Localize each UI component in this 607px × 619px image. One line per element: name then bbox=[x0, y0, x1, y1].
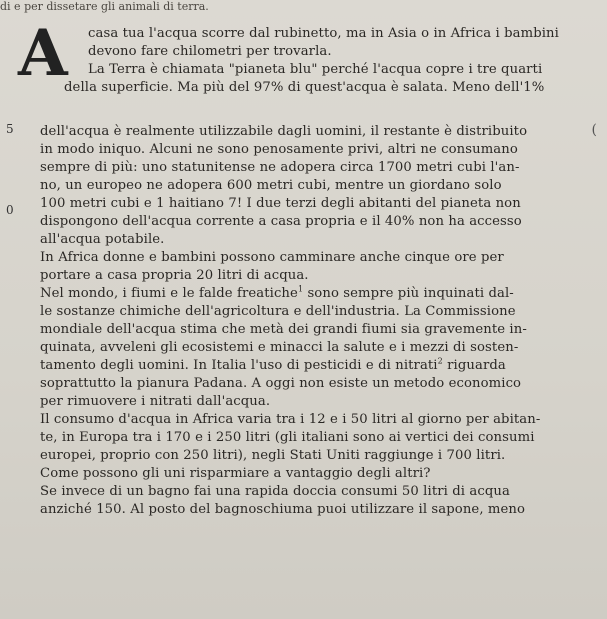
text-line: sempre di più: uno statunitense ne adopera circa 1700 metri cubi l'an- bbox=[40, 160, 520, 175]
text-line: devono fare chilometri per trovarla. bbox=[88, 44, 332, 59]
text-line: Come possono gli uni risparmiare a vantaggio degli altri? bbox=[40, 466, 431, 481]
text-line: Se invece di un bagno fai una rapida doccia consumi 50 litri di acqua bbox=[40, 484, 510, 499]
footnote-ref: 1 bbox=[297, 284, 304, 294]
text-line: anziché 150. Al posto del bagnoschiuma puoi utilizzare il sapone, meno bbox=[40, 502, 526, 517]
text-line: dell'acqua è realmente utilizzabile dagli uomini, il restante è distribuito bbox=[40, 124, 528, 139]
text-line: le sostanze chimiche dell'agricoltura e dell'industria. La Commissione bbox=[40, 304, 516, 319]
text-line: soprattutto la pianura Padana. A oggi non esiste un metodo economico bbox=[40, 376, 522, 391]
text-line bbox=[40, 286, 514, 302]
text-line: mondiale dell'acqua stima che metà dei grandi fiumi sia gravemente in- bbox=[40, 322, 527, 337]
drop-cap: A bbox=[18, 16, 68, 91]
text-line: te, in Europa tra i 170 e i 250 litri (gli italiani sono ai vertici dei consumi bbox=[40, 430, 535, 445]
text-line: dispongono dell'acqua corrente a casa propria e il 40% non ha accesso bbox=[40, 214, 522, 229]
text-line: 100 metri cubi e 1 haitiano 7! I due terzi degli abitanti del pianeta non bbox=[40, 196, 521, 211]
text-line: La Terra è chiamata "pianeta blu" perché l'acqua copre i tre quarti bbox=[88, 62, 543, 77]
text-fragment: tamento degli uomini. In Italia l'uso di pesticidi e di nitrati bbox=[40, 358, 438, 373]
text-fragment: sono sempre più inquinati dal- bbox=[307, 286, 514, 301]
text-line: in modo iniquo. Alcuni ne sono penosamente privi, altri ne consumano bbox=[40, 142, 518, 157]
text-fragment: riguarda bbox=[447, 358, 506, 373]
text-line: per rimuovere i nitrati dall'acqua. bbox=[40, 394, 271, 409]
footnote-ref: 2 bbox=[437, 356, 443, 366]
line-number-marker: 5 bbox=[6, 122, 14, 136]
page-edge-mark: ( bbox=[591, 122, 597, 138]
text-fragment: Nel mondo, i fiumi e le falde freatiche bbox=[40, 286, 298, 301]
text-line: della superficie. Ma più del 97% di quest'acqua è salata. Meno dell'1% bbox=[64, 80, 545, 95]
header-fragment: di e per dissetare gli animali di terra. bbox=[0, 0, 209, 13]
text-line: all'acqua potabile. bbox=[40, 232, 165, 247]
line-number-marker: 0 bbox=[6, 203, 14, 217]
text-line: Il consumo d'acqua in Africa varia tra i 12 e i 50 litri al giorno per abitan- bbox=[40, 412, 541, 427]
text-line bbox=[40, 358, 506, 374]
text-line: In Africa donne e bambini possono camminare anche cinque ore per bbox=[40, 250, 504, 265]
text-line: portare a casa propria 20 litri di acqua. bbox=[40, 268, 309, 283]
text-line: quinata, avveleni gli ecosistemi e minacci la salute e i mezzi di sosten- bbox=[40, 340, 519, 355]
text-line: no, un europeo ne adopera 600 metri cubi, mentre un giordano solo bbox=[40, 178, 502, 193]
text-line: europei, proprio con 250 litri), negli Stati Uniti raggiunge i 700 litri. bbox=[40, 448, 506, 463]
text-line: casa tua l'acqua scorre dal rubinetto, ma in Asia o in Africa i bambini bbox=[88, 26, 559, 41]
